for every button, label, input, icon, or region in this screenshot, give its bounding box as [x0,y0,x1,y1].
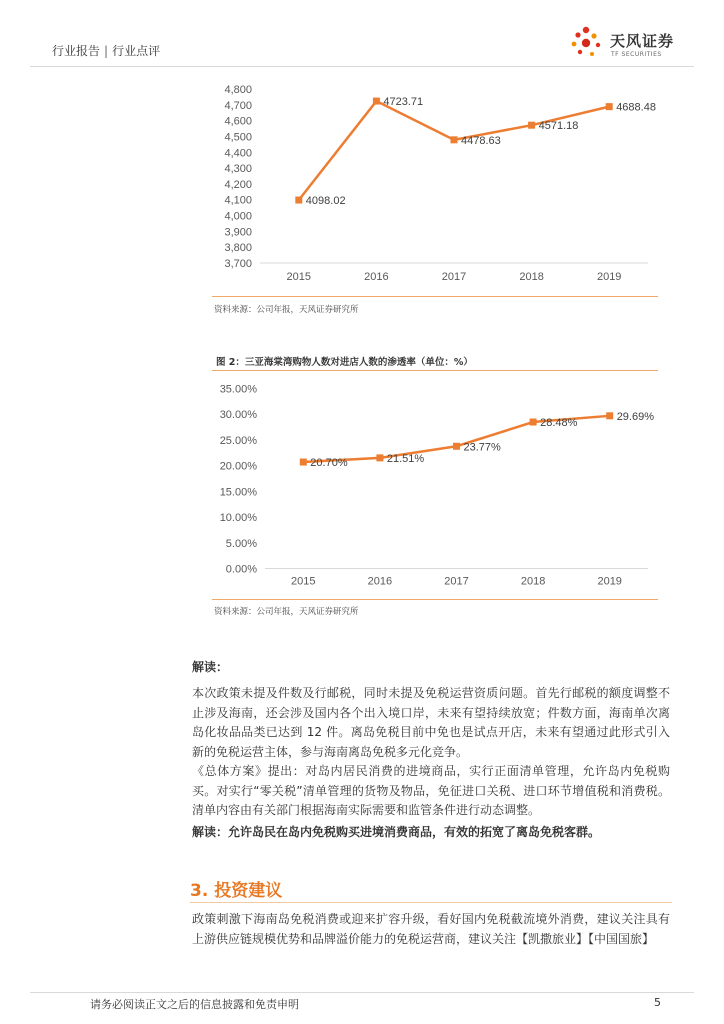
chart-2-source: 资料来源：公司年报，天风证券研究所 [214,607,359,617]
chart-1-ytick-label: 3,800 [224,242,252,255]
paragraph-3: 政策刺激下海南岛免税消费或迎来扩容升级，看好国内免税截流境外消费，建议关注具有上游供应链规模优势和品牌溢价能力的免税运营商，建议关注【凯撒旅业】【中国国旅】 [192,912,670,946]
chart-2-data-point [453,443,460,450]
chart-2-data-label: 28.48% [540,417,578,430]
chart-2-ytick-label: 10.00% [219,512,257,525]
chart-1-xtick-label: 2016 [364,271,389,283]
chart-2-ytick-label: 5.00% [225,537,257,550]
chart-1-data-point [451,136,458,143]
chart-1-source: 资料来源：公司年报，天风证券研究所 [214,305,359,315]
chart-1-ytick-label: 3,900 [224,226,252,239]
chart-2 [0,370,724,600]
chart-1-ytick-label: 4,200 [224,178,252,191]
chart-2-data-point [606,412,613,419]
chart-2-source-divider [212,599,658,600]
chart-2-data-label: 20.70% [310,457,348,470]
chart-1-xtick-label: 2015 [286,271,312,283]
chart-2-ytick-label: 0.00% [225,563,257,576]
chart-1-ytick-label: 4,700 [224,99,252,112]
chart-2-ytick-label: 30.00% [219,409,257,422]
interpretation-label-1: 解读： [192,660,229,674]
chart-1-data-label: 4478.63 [461,134,501,147]
chart-2-ytick-label: 15.00% [219,486,257,499]
chart-1-series-line [299,101,609,200]
chart-2-data-point [300,459,307,466]
company-name: 天风证券 [610,32,675,50]
category-label: 行业报告 [52,44,101,58]
chart-1-xtick-label: 2017 [441,271,467,283]
chart-2-xtick-label: 2018 [520,575,546,588]
chart-2-data-point [530,419,537,426]
chart-1-data-label: 4098.02 [305,195,346,208]
chart-1-ytick-label: 4,100 [224,194,252,207]
chart-1 [0,0,724,320]
section-divider [190,902,672,903]
chart-1-ytick-label: 4,600 [224,115,252,128]
page-number: 5 [654,996,661,1009]
chart-2-ytick-label: 20.00% [219,460,257,473]
chart-2-ytick-label: 25.00% [219,434,257,447]
chart-2-svg [0,370,724,600]
chart-2-data-point [376,454,383,461]
chart-1-ytick-label: 4,000 [224,210,252,223]
chart-1-ytick-label: 4,300 [224,163,252,176]
paragraph-2: 《总体方案》提出：对岛内居民消费的进境商品，实行正面清单管理，允许岛内免税购买。对实行“零关税”清单管理的货物及物品，免征进口关税、进口环节增值税和消费税。清单内容由有关部门根据海南实际需要和监管条件进行动态调整。 [192,764,670,817]
chart-1-data-label: 4571.18 [538,120,579,133]
chart-1-data-point [295,197,302,204]
footer-divider [30,992,694,993]
chart-2-xtick-label: 2019 [597,575,622,588]
chart-2-data-label: 21.51% [386,452,425,465]
chart-1-data-point [606,103,613,110]
chart-1-data-label: 4688.48 [616,101,656,114]
chart-2-ytick-label: 35.00% [219,383,257,396]
chart-2-data-label: 23.77% [463,441,501,454]
chart-2-data-label: 29.69% [616,410,655,423]
chart-1-ytick-label: 4,500 [224,131,252,144]
chart-1-ytick-label: 4,400 [224,147,252,160]
paragraph-1: 本次政策未提及件数及行邮税，同时未提及免税运营资质问题。首先行邮税的额度调整不止涉及海南，还会涉及国内各个出入境口岸，未来有望持续放宽；件数方面，海南单次离岛化妆品品类已达到 12 件。离岛免税目前中免也是试点开店，未来有望通过此形式引入新的免税运营主体，参与海南离岛免税多元化竞争。 [192,686,670,759]
chart-1-data-point [528,122,535,129]
chart-1-xtick-label: 2019 [596,271,622,283]
header-separator: | [104,44,109,58]
subcategory-label: 行业点评 [112,44,161,58]
chart-1-ytick-label: 3,700 [224,258,252,270]
chart-1-xtick-label: 2018 [519,271,544,283]
chart-2-xtick-label: 2015 [291,575,316,588]
chart-1-data-label: 4723.71 [383,96,424,109]
chart-2-xtick-label: 2017 [444,575,469,588]
chart-1-source-divider [212,296,658,297]
chart-1-svg [0,0,724,300]
interpretation-2: 解读：允许岛民在岛内免税购买进境消费商品，有效的拓宽了离岛免税客群。 [192,825,601,839]
chart-1-data-point [373,98,380,105]
company-name-en: TF SECURITIES [611,51,662,58]
footer-disclaimer: 请务必阅读正文之后的信息披露和免责申明 [90,998,299,1011]
chart-2-xtick-label: 2016 [367,575,393,588]
section-title: 3. 投资建议 [190,881,283,901]
chart-1-ytick-label: 4,800 [224,84,252,96]
chart-2-title: 图 2：三亚海棠湾购物人数对进店人数的渗透率（单位：%） [216,357,473,368]
